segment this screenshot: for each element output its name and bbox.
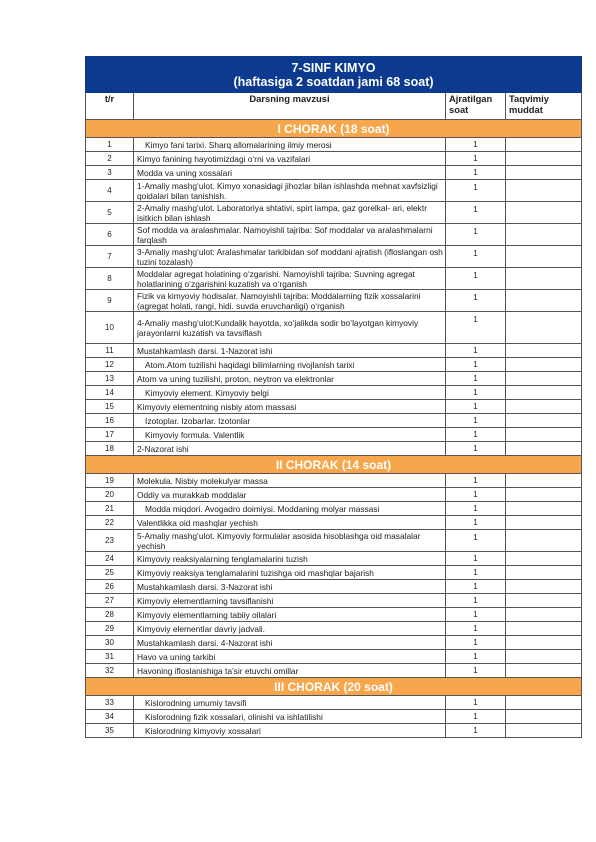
row-number: 10 (86, 312, 134, 344)
row-topic: Atom va uning tuzilishi, proton, neytron va elektronlar (134, 372, 446, 386)
row-number: 33 (86, 696, 134, 710)
row-number: 23 (86, 530, 134, 552)
table-row (86, 608, 582, 622)
row-number: 1 (86, 138, 134, 152)
row-number: 16 (86, 414, 134, 428)
row-planned-date (506, 488, 582, 502)
row-hours: 1 (446, 516, 506, 530)
row-hours: 1 (446, 724, 506, 738)
row-number: 3 (86, 166, 134, 180)
row-number: 6 (86, 224, 134, 246)
row-planned-date (506, 442, 582, 456)
row-topic: 3-Amaliy mashg‘ulot: Aralashmalar tarkibidan sof moddani ajratish (ifloslangan osh tuzini tozalash) (134, 246, 446, 268)
header-topic: Darsning mavzusi (134, 93, 446, 120)
row-topic: Kimyoviy element. Kimyoviy belgi (134, 386, 446, 400)
section-row (86, 456, 582, 474)
row-planned-date (506, 650, 582, 664)
row-topic: Havo va uning tarkibi (134, 650, 446, 664)
row-topic: Fizik va kimyoviy hodisalar. Namoyishli tajriba: Moddalarning fizik xossalarini (agregat holati, rangi, hidi. suvda eruvchanligi) o‘rganish (134, 290, 446, 312)
row-topic: Kimyoviy elementlar davriy jadvali. (134, 622, 446, 636)
row-planned-date (506, 594, 582, 608)
row-number: 32 (86, 664, 134, 678)
row-planned-date (506, 724, 582, 738)
table-row (86, 650, 582, 664)
title-line-2: (haftasiga 2 soatdan jami 68 soat) (233, 74, 434, 89)
table-row (86, 246, 582, 268)
row-number: 2 (86, 152, 134, 166)
table-row (86, 290, 582, 312)
row-number: 14 (86, 386, 134, 400)
table-row (86, 622, 582, 636)
section-row (86, 120, 582, 138)
row-hours: 1 (446, 442, 506, 456)
row-topic: Oddiy va murakkab moddalar (134, 488, 446, 502)
table-row (86, 552, 582, 566)
row-topic: Kimyoviy reaksiyalarning tenglamalarini tuzish (134, 552, 446, 566)
row-planned-date (506, 608, 582, 622)
row-hours: 1 (446, 344, 506, 358)
row-number: 4 (86, 180, 134, 202)
curriculum-table (85, 56, 582, 738)
row-planned-date (506, 180, 582, 202)
row-hours: 1 (446, 650, 506, 664)
row-planned-date (506, 696, 582, 710)
row-number: 21 (86, 502, 134, 516)
row-hours: 1 (446, 552, 506, 566)
row-hours: 1 (446, 202, 506, 224)
row-topic: Izotoplar. Izobarlar. Izotonlar (134, 414, 446, 428)
row-hours: 1 (446, 414, 506, 428)
row-number: 35 (86, 724, 134, 738)
row-planned-date (506, 386, 582, 400)
row-hours: 1 (446, 566, 506, 580)
header-hours: Ajratilgan soat (446, 93, 506, 120)
table-row (86, 516, 582, 530)
table-row (86, 166, 582, 180)
row-topic: Kimyoviy elementlarning tabiiy oilalari (134, 608, 446, 622)
row-topic: Molekula. Nisbiy molekulyar massa (134, 474, 446, 488)
row-hours: 1 (446, 710, 506, 724)
row-number: 24 (86, 552, 134, 566)
row-planned-date (506, 710, 582, 724)
row-hours: 1 (446, 664, 506, 678)
row-hours: 1 (446, 166, 506, 180)
row-topic: Atom.Atom tuzilishi haqidagi bilimlarning rivojlanish tarixi (134, 358, 446, 372)
table-row (86, 224, 582, 246)
row-number: 22 (86, 516, 134, 530)
row-planned-date (506, 400, 582, 414)
row-planned-date (506, 290, 582, 312)
row-hours: 1 (446, 594, 506, 608)
row-hours: 1 (446, 152, 506, 166)
row-number: 29 (86, 622, 134, 636)
row-planned-date (506, 474, 582, 488)
row-hours: 1 (446, 268, 506, 290)
row-topic: 5-Amaliy mashg‘ulot. Kimyoviy formulalar asosida hisoblashga oid masalalar yechish (134, 530, 446, 552)
table-row (86, 152, 582, 166)
row-number: 25 (86, 566, 134, 580)
row-number: 7 (86, 246, 134, 268)
table-row (86, 268, 582, 290)
row-number: 17 (86, 428, 134, 442)
row-topic: Kimyoviy formula. Valentlik (134, 428, 446, 442)
table-row (86, 530, 582, 552)
row-hours: 1 (446, 530, 506, 552)
row-topic: Valentlikka oid mashqlar yechish (134, 516, 446, 530)
table-row (86, 400, 582, 414)
row-number: 27 (86, 594, 134, 608)
row-number: 12 (86, 358, 134, 372)
row-topic: 2-Amaliy mashg‘ulot. Laboratoriya shtativi, spirt lampa, gaz gorelkal- ari, elektr isitkich bilan ishlash (134, 202, 446, 224)
row-hours: 1 (446, 428, 506, 442)
row-planned-date (506, 414, 582, 428)
row-topic: Kimyoviy reaksiya tenglamalarini tuzishga oid mashqlar bajarish (134, 566, 446, 580)
table-row (86, 180, 582, 202)
table-row (86, 566, 582, 580)
row-topic: Havoning ifloslanishiga ta’sir etuvchi omillar (134, 664, 446, 678)
row-number: 28 (86, 608, 134, 622)
row-topic: Kislorodning fizik xossalari, olinishi va ishlatilishi (134, 710, 446, 724)
row-planned-date (506, 502, 582, 516)
table-row (86, 202, 582, 224)
row-planned-date (506, 566, 582, 580)
row-hours: 1 (446, 580, 506, 594)
row-number: 18 (86, 442, 134, 456)
row-number: 15 (86, 400, 134, 414)
table-row (86, 664, 582, 678)
row-planned-date (506, 152, 582, 166)
table-row (86, 372, 582, 386)
row-planned-date (506, 530, 582, 552)
row-planned-date (506, 138, 582, 152)
table-row (86, 138, 582, 152)
row-number: 19 (86, 474, 134, 488)
row-hours: 1 (446, 696, 506, 710)
table-row (86, 386, 582, 400)
section-title: I CHORAK (18 soat) (86, 120, 582, 138)
row-hours: 1 (446, 386, 506, 400)
row-planned-date (506, 358, 582, 372)
table-row (86, 594, 582, 608)
header-number: t/r (86, 93, 134, 120)
row-topic: Kimyoviy elementning nisbiy atom massasi (134, 400, 446, 414)
row-planned-date (506, 516, 582, 530)
row-planned-date (506, 268, 582, 290)
row-number: 26 (86, 580, 134, 594)
row-hours: 1 (446, 502, 506, 516)
table-row (86, 696, 582, 710)
row-planned-date (506, 166, 582, 180)
row-topic: 1-Amaliy mashg‘ulot. Kimyo xonasidagi jihozlar bilan ishlashda mehnat xavfsizligi qoidalari bilan tanishish. (134, 180, 446, 202)
row-hours: 1 (446, 246, 506, 268)
row-number: 20 (86, 488, 134, 502)
row-topic: Sof modda va aralashmalar. Namoyishli tajriba: Sof moddalar va aralashmalarni farqlash (134, 224, 446, 246)
table-row (86, 710, 582, 724)
row-topic: Mustahkamlash darsi. 1-Nazorat ishi (134, 344, 446, 358)
row-topic: Kimyo fani tarixi. Sharq allomalarining ilmiy merosi (134, 138, 446, 152)
row-hours: 1 (446, 224, 506, 246)
row-topic: Modda miqdori. Avogadro doimiysi. Moddaning molyar massasi (134, 502, 446, 516)
row-number: 31 (86, 650, 134, 664)
row-hours: 1 (446, 474, 506, 488)
row-hours: 1 (446, 488, 506, 502)
row-hours: 1 (446, 290, 506, 312)
row-planned-date (506, 552, 582, 566)
table-row (86, 636, 582, 650)
table-row (86, 724, 582, 738)
row-planned-date (506, 344, 582, 358)
table-row (86, 442, 582, 456)
row-planned-date (506, 202, 582, 224)
table-row (86, 344, 582, 358)
row-hours: 1 (446, 138, 506, 152)
row-hours: 1 (446, 312, 506, 344)
row-number: 30 (86, 636, 134, 650)
section-title: III CHORAK (20 soat) (86, 678, 582, 696)
table-title (86, 57, 582, 93)
table-row (86, 312, 582, 344)
row-hours: 1 (446, 358, 506, 372)
row-number: 13 (86, 372, 134, 386)
row-hours: 1 (446, 622, 506, 636)
row-topic: Kislorodning umumiy tavsifi (134, 696, 446, 710)
row-hours: 1 (446, 372, 506, 386)
table-row (86, 414, 582, 428)
row-planned-date (506, 636, 582, 650)
table-row (86, 358, 582, 372)
row-planned-date (506, 312, 582, 344)
row-planned-date (506, 246, 582, 268)
table-row (86, 488, 582, 502)
row-topic: 2-Nazorat ishi (134, 442, 446, 456)
row-planned-date (506, 428, 582, 442)
row-number: 34 (86, 710, 134, 724)
row-topic: Moddalar agregat holatining o‘zgarishi. Namoyishli tajriba: Suvning agregat holatlarining o‘zgarishini kuzatish va o‘rganish (134, 268, 446, 290)
row-topic: Modda va uning xossalari (134, 166, 446, 180)
row-topic: 4-Amaliy mashg‘ulot:Kundalik hayotda, xo‘jalikda sodir bo‘layotgan kimyoviy jarayonlarni kuzatish va tavsiflash (134, 312, 446, 344)
table-row (86, 502, 582, 516)
table-row (86, 580, 582, 594)
table-row (86, 474, 582, 488)
row-number: 11 (86, 344, 134, 358)
row-number: 9 (86, 290, 134, 312)
row-hours: 1 (446, 180, 506, 202)
row-topic: Mustahkamlash darsi. 3-Nazorat ishi (134, 580, 446, 594)
row-topic: Mustahkamlash darsi. 4-Nazorat ishi (134, 636, 446, 650)
row-planned-date (506, 224, 582, 246)
row-topic: Kislorodning kimyoviy xossalari (134, 724, 446, 738)
row-hours: 1 (446, 608, 506, 622)
row-number: 8 (86, 268, 134, 290)
section-row (86, 678, 582, 696)
header-planned: Taqvimiy muddat (506, 93, 582, 120)
row-planned-date (506, 664, 582, 678)
row-hours: 1 (446, 636, 506, 650)
row-number: 5 (86, 202, 134, 224)
row-planned-date (506, 622, 582, 636)
section-title: II CHORAK (14 soat) (86, 456, 582, 474)
table-body (86, 120, 582, 738)
row-planned-date (506, 580, 582, 594)
table-row (86, 428, 582, 442)
title-line-1: 7-SINF KIMYO (291, 60, 376, 75)
row-hours: 1 (446, 400, 506, 414)
row-topic: Kimyo fanining hayotimizdagi o‘rni va vazifalari (134, 152, 446, 166)
row-planned-date (506, 372, 582, 386)
row-topic: Kimyoviy elementlarning tavsiflanishi (134, 594, 446, 608)
